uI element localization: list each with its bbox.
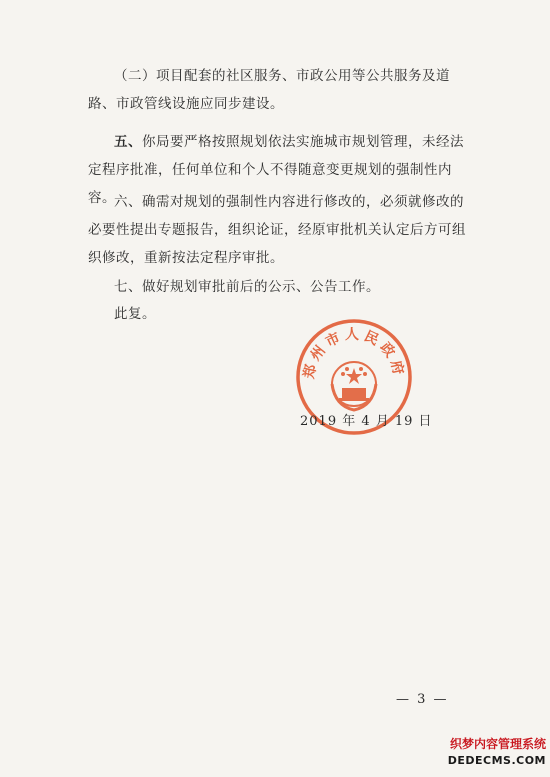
national-emblem-icon [332,362,376,410]
paragraph-closing: 此复。 [114,306,156,322]
paragraph-6: 六、确需对规划的强制性内容进行修改的，必须就修改的必要性提出专题报告，组织论证，经原审批机关认定后方可组织修改，重新按法定程序审批。 [88,194,466,266]
paragraph-5: 五、你局要严格按照规划依法实施城市规划管理，未经法定程序批准，任何单位和个人不得随意变更规划的强制性内容。 [88,134,464,206]
watermark [426,735,546,773]
watermark-line-1: 织梦内容管理系统 [449,737,546,751]
watermark-line-2: DEDECMS.COM [447,754,546,767]
paragraph-7: 七、做好规划审批前后的公示、公告工作。 [114,279,380,295]
seal-text: 郑州市人民政府 [301,327,407,381]
page-number: — 3 — [396,692,449,707]
signature-date: 2019 年 4 月 19 日 [300,414,433,429]
paragraph-2-2: （二）项目配套的社区服务、市政公用等公共服务及道路、市政管线设施应同步建设。 [88,68,450,112]
